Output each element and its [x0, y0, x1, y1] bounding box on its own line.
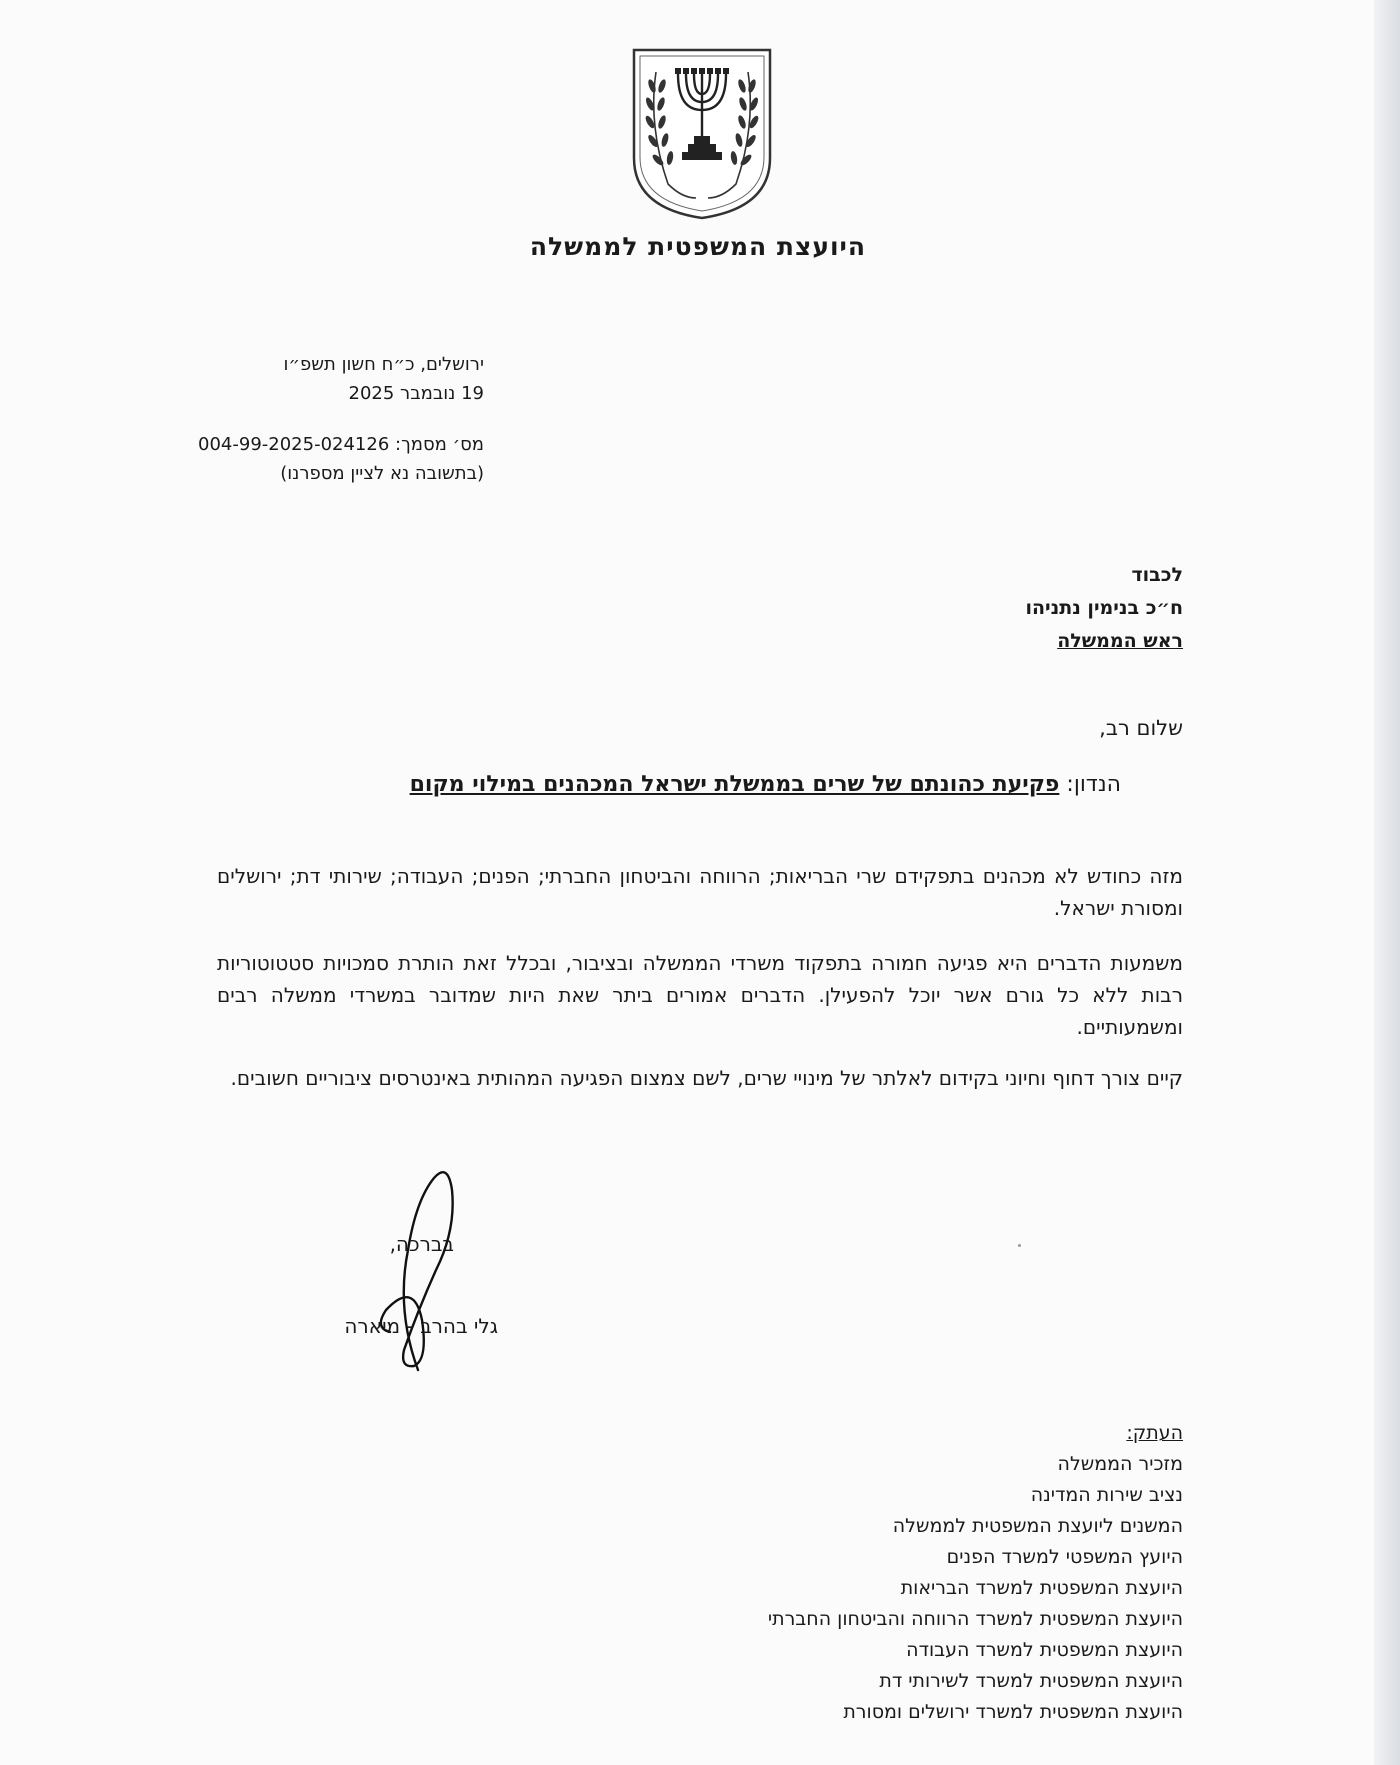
signer-name: גלי בהרב - מיארה [344, 1314, 498, 1338]
scan-edge [1374, 0, 1400, 1765]
cc-recipient: היועץ המשפטי למשרד הפנים [946, 1546, 1183, 1568]
addressee-block [783, 559, 1183, 658]
body-paragraph-3: קיים צורך דחוף וחיוני בקידום לאלתר של מינויי שרים, לשם צמצום הפגיעה המהותית באינטרסים ציבוריים חשובים. [230, 1066, 1183, 1090]
body-paragraph-2: משמעות הדברים היא פגיעה חמורה בתפקוד משרדי הממשלה ובציבור, ובכלל זאת הותרת סמכויות סטטוטוריות רבות ללא כל גורם אשר יוכל להפעילן. הדברים אמורים ביתר שאת היות שמדובר במשרדי ממשלה רבים ומשמעותיים. [217, 951, 1183, 1039]
cc-recipient: מזכיר הממשלה [1057, 1453, 1183, 1475]
cc-recipient: היועצת המשפטית למשרד העבודה [906, 1639, 1183, 1661]
cc-recipient: המשנים ליועצת המשפטית לממשלה [892, 1515, 1183, 1537]
reference-note: (בתשובה נא לציין מספרנו) [280, 463, 484, 484]
body-paragraph-1: מזה כחודש לא מכהנים בתפקידם שרי הבריאות; הרווחה והביטחון החברתי; הפנים; העבודה; שירותי דת; ירושלים ומסורת ישראל. [217, 864, 1183, 920]
greeting: שלום רב, [1099, 716, 1183, 740]
cc-recipient: היועצת המשפטית למשרד לשירותי דת [879, 1670, 1183, 1692]
subject-text: פקיעת כהונתם של שרים בממשלת ישראל המכהנים במילוי מקום [409, 772, 1060, 797]
date-reference-block [154, 350, 484, 488]
subject-line [221, 772, 1121, 797]
cc-list [483, 1449, 1183, 1728]
emblem-icon [628, 46, 776, 222]
hebrew-date: ירושלים, כ״ח חשון תשפ״ו [283, 354, 484, 375]
scan-speck [1018, 1244, 1021, 1247]
cc-recipient: היועצת המשפטית למשרד הרווחה והביטחון החברתי [767, 1608, 1183, 1630]
addressee-name: ח״כ בנימין נתניהו [1025, 597, 1183, 619]
cc-recipient: היועצת המשפטית למשרד הבריאות [900, 1577, 1183, 1599]
state-emblem [628, 46, 776, 222]
reference-number: מס׳ מסמך: 004-99-2025-024126 [198, 434, 484, 455]
cc-recipient: היועצת המשפטית למשרד ירושלים ומסורת [843, 1701, 1183, 1723]
cc-block [483, 1418, 1183, 1728]
honorific: לכבוד [1131, 564, 1183, 586]
addressee-role: ראש הממשלה [1057, 630, 1183, 652]
gregorian-date: 19 נובמבר 2025 [348, 383, 484, 404]
closing: בברכה, [389, 1232, 454, 1256]
office-title: היועצת המשפטית לממשלה [529, 232, 867, 261]
cc-recipient: נציב שירות המדינה [1030, 1484, 1183, 1506]
subject-label: הנדון: [1066, 772, 1121, 797]
handwritten-signature [356, 1160, 476, 1380]
cc-title: העתק: [1126, 1422, 1183, 1444]
